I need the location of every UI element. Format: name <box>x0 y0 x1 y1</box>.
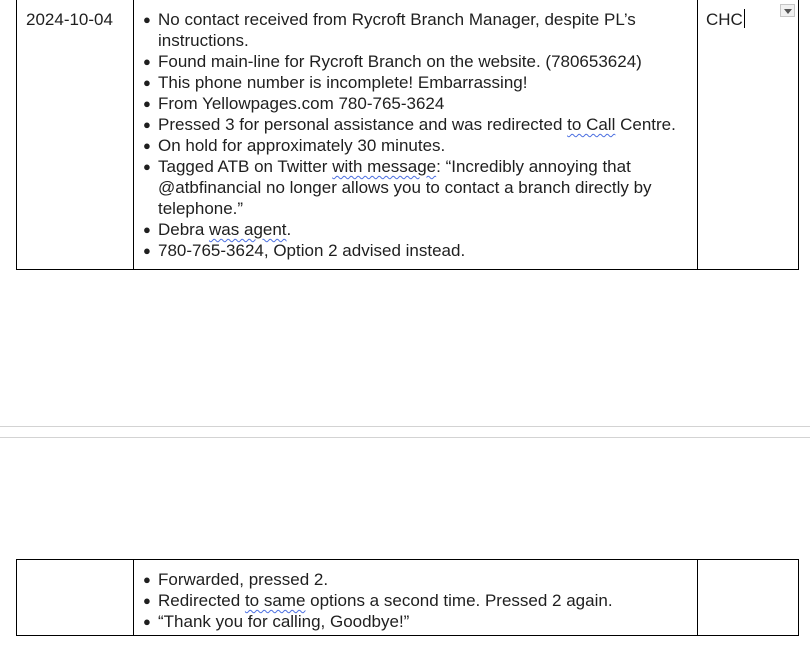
spellcheck-underline[interactable]: to Call <box>567 115 616 134</box>
date-cell[interactable] <box>17 560 134 636</box>
list-item: ● No contact received from Rycroft Branch Manager, despite PL’s instructions. <box>143 9 689 51</box>
date-text: 2024-10-04 <box>26 10 113 29</box>
spellcheck-underline[interactable]: with message <box>332 157 437 176</box>
notes-list <box>143 9 689 261</box>
initials-cell[interactable] <box>698 560 799 636</box>
table-row <box>17 0 799 270</box>
contact-log-table-continued <box>16 559 799 636</box>
list-item: ● Tagged ATB on Twitter with message: “Incredibly annoying that @atbfinancial no longer allows you to contact a branch directly by telephone.” <box>143 156 689 219</box>
spellcheck-underline[interactable]: to same <box>244 591 306 610</box>
list-item: ● Found main-line for Rycroft Branch on the website. (780653624) <box>143 51 689 72</box>
initials-cell[interactable] <box>698 0 799 270</box>
contact-log-table <box>16 0 799 270</box>
list-item: ● 780-765-3624, Option 2 advised instead. <box>143 240 689 261</box>
notes-cell[interactable] <box>134 560 698 636</box>
list-item: ● Debra was agent. <box>143 219 689 240</box>
notes-list <box>143 569 689 632</box>
initials-text: CHC <box>706 10 743 29</box>
spellcheck-underline[interactable]: was agent <box>209 220 287 239</box>
list-item: ● On hold for approximately 30 minutes. <box>143 135 689 156</box>
date-cell[interactable] <box>17 0 134 270</box>
text-cursor <box>744 9 745 28</box>
list-item: ● “Thank you for calling, Goodbye!” <box>143 611 689 632</box>
list-item: ● From Yellowpages.com 780-765-3624 <box>143 93 689 114</box>
dropdown-arrow-icon[interactable] <box>780 4 795 17</box>
list-item: ● Forwarded, pressed 2. <box>143 569 689 590</box>
list-item: ● Pressed 3 for personal assistance and was redirected to Call Centre. <box>143 114 689 135</box>
notes-cell[interactable] <box>134 0 698 270</box>
document-page-2 <box>0 438 810 646</box>
page-break <box>0 426 810 438</box>
list-item: ● Redirected to same options a second time. Pressed 2 again. <box>143 590 689 611</box>
list-item: ● This phone number is incomplete! Embarrassing! <box>143 72 689 93</box>
table-row <box>17 560 799 636</box>
